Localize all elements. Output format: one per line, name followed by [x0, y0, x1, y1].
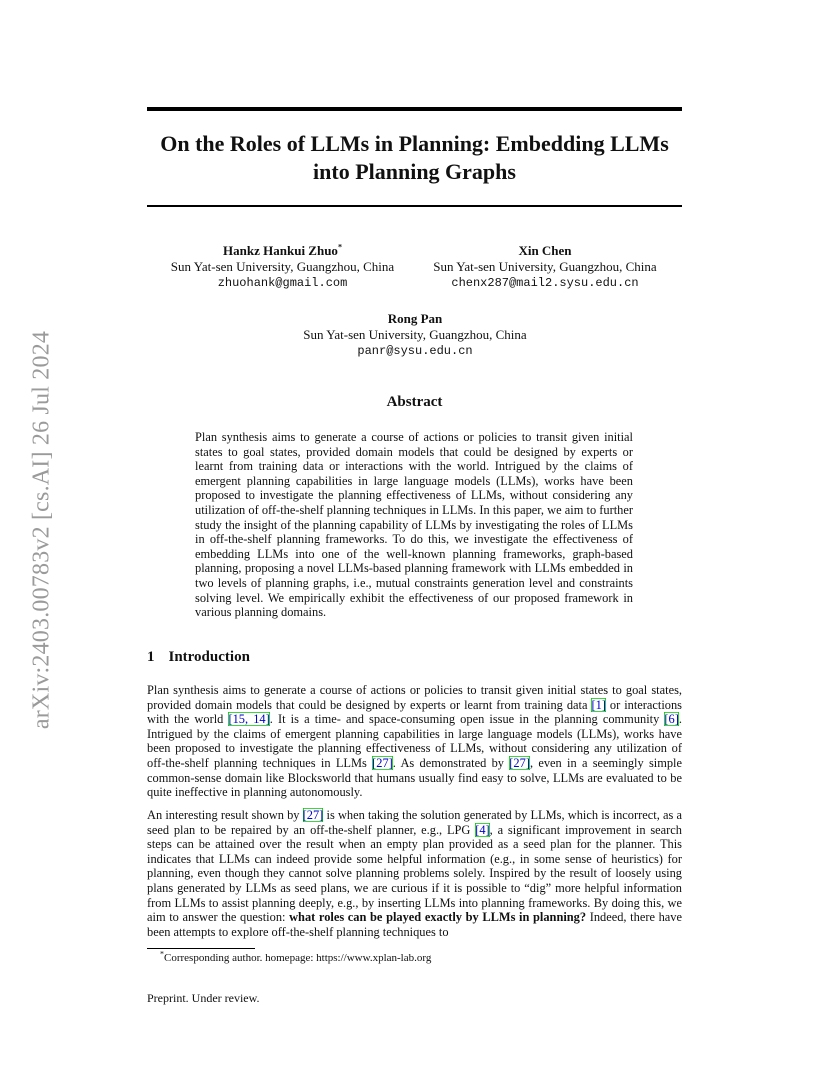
title-bottom-rule: [147, 205, 682, 207]
body-text: Indeed, there have been attempts to explore off-the-shelf planning techniques to: [147, 910, 682, 939]
author-footnote-marker: *: [337, 242, 342, 252]
author-affiliation: Sun Yat-sen University, Guangzhou, China: [170, 259, 395, 274]
bold-question: what roles can be played exactly by LLMs in planning?: [289, 910, 587, 925]
author-email: zhuohank@gmail.com: [217, 276, 348, 290]
author-email: panr@sysu.edu.cn: [357, 344, 473, 358]
citation-link[interactable]: [27]: [372, 755, 393, 770]
citation-link[interactable]: [27]: [509, 755, 530, 770]
author-name: Rong Pan: [387, 311, 443, 326]
citation-link[interactable]: [15, 14]: [228, 712, 270, 727]
abstract-heading: Abstract: [386, 394, 443, 410]
body-text: An interesting result shown by: [147, 808, 303, 822]
citation-link[interactable]: [1]: [591, 697, 606, 712]
author-affiliation: Sun Yat-sen University, Guangzhou, China: [303, 327, 527, 342]
author-block-zhuo: [160, 243, 405, 291]
body-text: , a significant improvement in search steps can be attained over the result when an empty plan provided as a seed plan for the planner. This indicates that LLMs can indeed provide some helpful information (e.g., in some sense of heuristics) for planning, even though they cannot solve planning problems solely. Inspired by the result of loosely using plans generated by LLMs as seed plans, we are curious if it is possible to “dig” more helpful information from LLMs to assist planning deeply, e.g., by inserting LLMs into planning frameworks. By doing this, we aim to answer the question:: [147, 822, 682, 925]
footnote: [160, 949, 432, 965]
author-affiliation: Sun Yat-sen University, Guangzhou, China: [433, 259, 657, 274]
author-block-pan: [290, 311, 540, 359]
intro-paragraph-1: [147, 683, 682, 800]
body-text: . Intrigued by the claims of emergent planning capabilities in large language models (LLMs), works have been proposed to investigate the planning effectiveness of LLMs, without considering any utilization of off-the-shelf planning techniques in LLMs: [147, 712, 682, 770]
citation-link[interactable]: [4]: [475, 822, 490, 837]
section-title: Introduction: [168, 649, 250, 665]
author-block-chen: [425, 243, 665, 291]
preprint-notice: Preprint. Under review.: [147, 991, 260, 1005]
title-top-rule: [147, 107, 682, 111]
section-heading: [147, 649, 250, 666]
title-line-1: On the Roles of LLMs in Planning: Embedding LLMs: [160, 131, 669, 156]
arxiv-sidebar: [28, 300, 56, 760]
author-name: Xin Chen: [518, 243, 572, 258]
abstract-text: Plan synthesis aims to generate a course of actions or policies to transit given initial states to goal states, provided domain models that could be designed by experts or learnt from training data or interactions with the world. Intrigued by the claims of emergent planning capabilities in large language models (LLMs), works have been proposed to investigate the planning effectiveness of LLMs, without considering any utilization of off-the-shelf planning techniques in LLMs. In this paper, we aim to further study the insight of the planning capability of LLMs by investigating the roles of LLMs in off-the-shelf planning frameworks. To do this, we investigate the effectiveness of embedding LLMs into one of the well-known planning frameworks, graph-based planning, proposing a novel LLMs-based planning framework with LLMs embedded in two levels of planning graphs, i.e., mutual constraints generation level and constraints solving level. We empirically exhibit the effectiveness of our proposed framework in various planning domains.: [195, 430, 633, 620]
author-name: [160, 243, 405, 259]
author-name-text: Hankz Hankui Zhuo: [223, 243, 338, 258]
body-text: Plan synthesis aims to generate a course of actions or policies to transit given initial states to goal states, provided domain models that could be designed by experts or learnt from training data: [147, 683, 682, 712]
intro-paragraph-2: [147, 808, 682, 939]
footnote-text: Corresponding author. homepage: https://www.xplan-lab.org: [164, 952, 432, 964]
body-text: or interactions with the world: [147, 697, 682, 727]
body-text: . It is a time- and space-consuming open issue in the planning community: [269, 712, 665, 727]
body-text: . As demonstrated by: [392, 755, 510, 770]
author-email: chenx287@mail2.sysu.edu.cn: [451, 276, 639, 290]
citation-link[interactable]: [27]: [302, 808, 324, 822]
body-text: , even in a seemingly simple common-sense domain like Blocksworld that humans usually find easy to solve, LLMs are evaluated to be quite ineffective in planning autonomously.: [147, 755, 682, 800]
section-number: 1: [147, 649, 155, 665]
footnote-marker: *: [160, 949, 164, 959]
paper-title: [147, 130, 682, 186]
citation-link[interactable]: [6]: [664, 712, 679, 727]
body-text: is when taking the solution generated by LLMs, which is incorrect, as a seed plan to be repaired by an off-the-shelf planner, e.g., LPG: [147, 808, 682, 837]
arxiv-identifier: arXiv:2403.00783v2 [cs.AI] 26 Jul 2024: [28, 330, 55, 730]
title-line-2: into Planning Graphs: [313, 159, 516, 184]
